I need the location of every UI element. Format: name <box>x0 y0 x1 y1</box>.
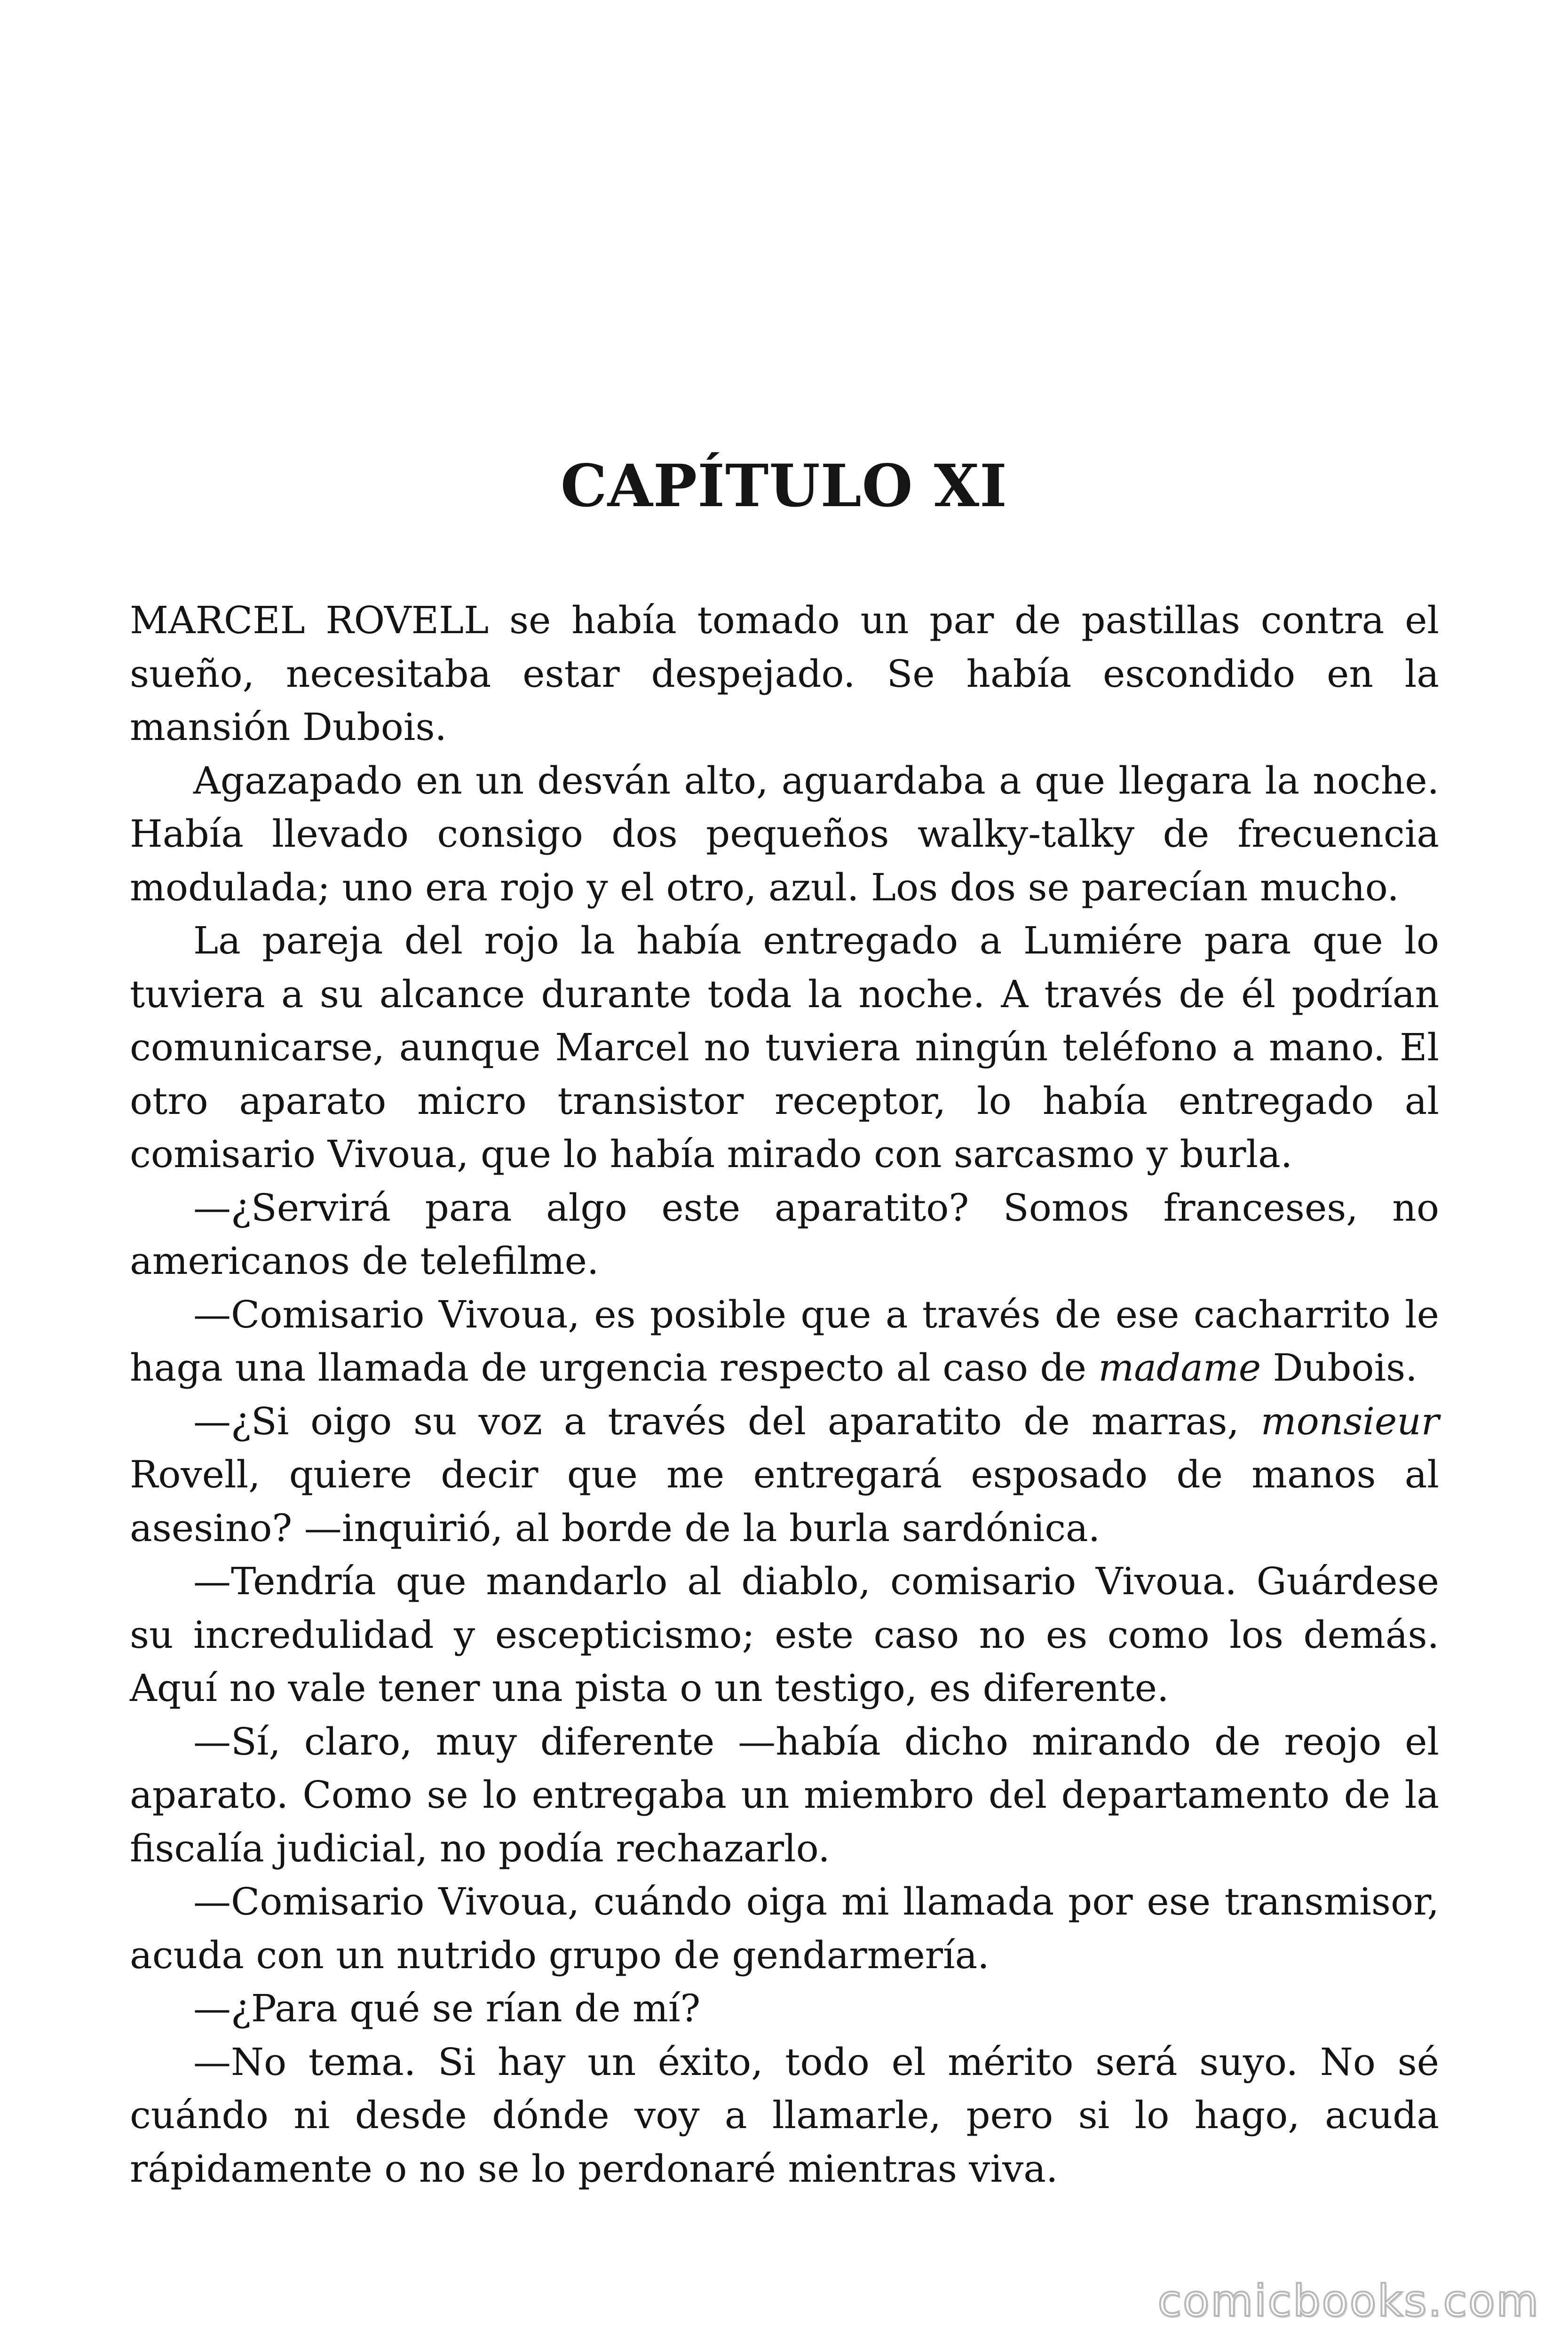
paragraph: MARCEL ROVELL se había tomado un par de pastillas contra el sueño, necesitaba estar despejado. Se había escondido en la mansión Dubois. <box>130 598 1439 749</box>
paragraph: —Sí, claro, muy diferente —había dicho mirando de reojo el aparato. Como se lo entregaba un miembro del departamento de la fiscalía judicial, no podía rechazarlo. <box>130 1719 1439 1870</box>
paragraph: —Comisario Vivoua, cuándo oiga mi llamada por ese transmisor, acuda con un nutrido grupo de gendarmería. <box>130 1880 1439 1977</box>
paragraph: —Comisario Vivoua, es posible que a través de ese cacharrito le haga una llamada de urgencia respecto al caso de madame Dubois. <box>130 1292 1439 1390</box>
paragraph: La pareja del rojo la había entregado a Lumiére para que lo tuviera a su alcance durante toda la noche. A través de él podrían comunicarse, aunque Marcel no tuviera ningún teléfono a mano. El otro aparato micro transistor receptor, lo había entregado al comisario Vivoua, que lo había mirado con sarcasmo y burla. <box>130 919 1439 1176</box>
paragraph: Agazapado en un desván alto, aguardaba a que llegara la noche. Había llevado consigo dos pequeños walky-talky de frecuencia modulada; uno era rojo y el otro, azul. Los dos se parecían mucho. <box>130 758 1439 909</box>
chapter-title: CAPÍTULO XI <box>560 452 1008 520</box>
watermark-logo: comicbooks.com <box>1157 2276 1540 2326</box>
italic-word: madame <box>1098 1346 1261 1390</box>
paragraph: —¿Para qué se rían de mí? <box>193 1986 701 2030</box>
italic-word: monsieur <box>1260 1399 1439 1443</box>
chapter-body <box>130 594 1439 2195</box>
paragraph: —No tema. Si hay un éxito, todo el mérito será suyo. No sé cuándo ni desde dónde voy a llamarle, pero si lo hago, acuda rápidamente o no se lo perdonaré mientras viva. <box>130 2040 1439 2191</box>
paragraph: —¿Servirá para algo este aparatito? Somos franceses, no americanos de telefilme. <box>130 1185 1439 1283</box>
paragraph: —¿Si oigo su voz a través del aparatito de marras, monsieur Rovell, quiere decir que me entregará esposado de manos al asesino? —inquirió, al borde de la burla sardónica. <box>130 1399 1439 1550</box>
paragraph: —Tendría que mandarlo al diablo, comisario Vivoua. Guárdese su incredulidad y escepticismo; este caso no es como los demás. Aquí no vale tener una pista o un testigo, es diferente. <box>130 1559 1439 1710</box>
